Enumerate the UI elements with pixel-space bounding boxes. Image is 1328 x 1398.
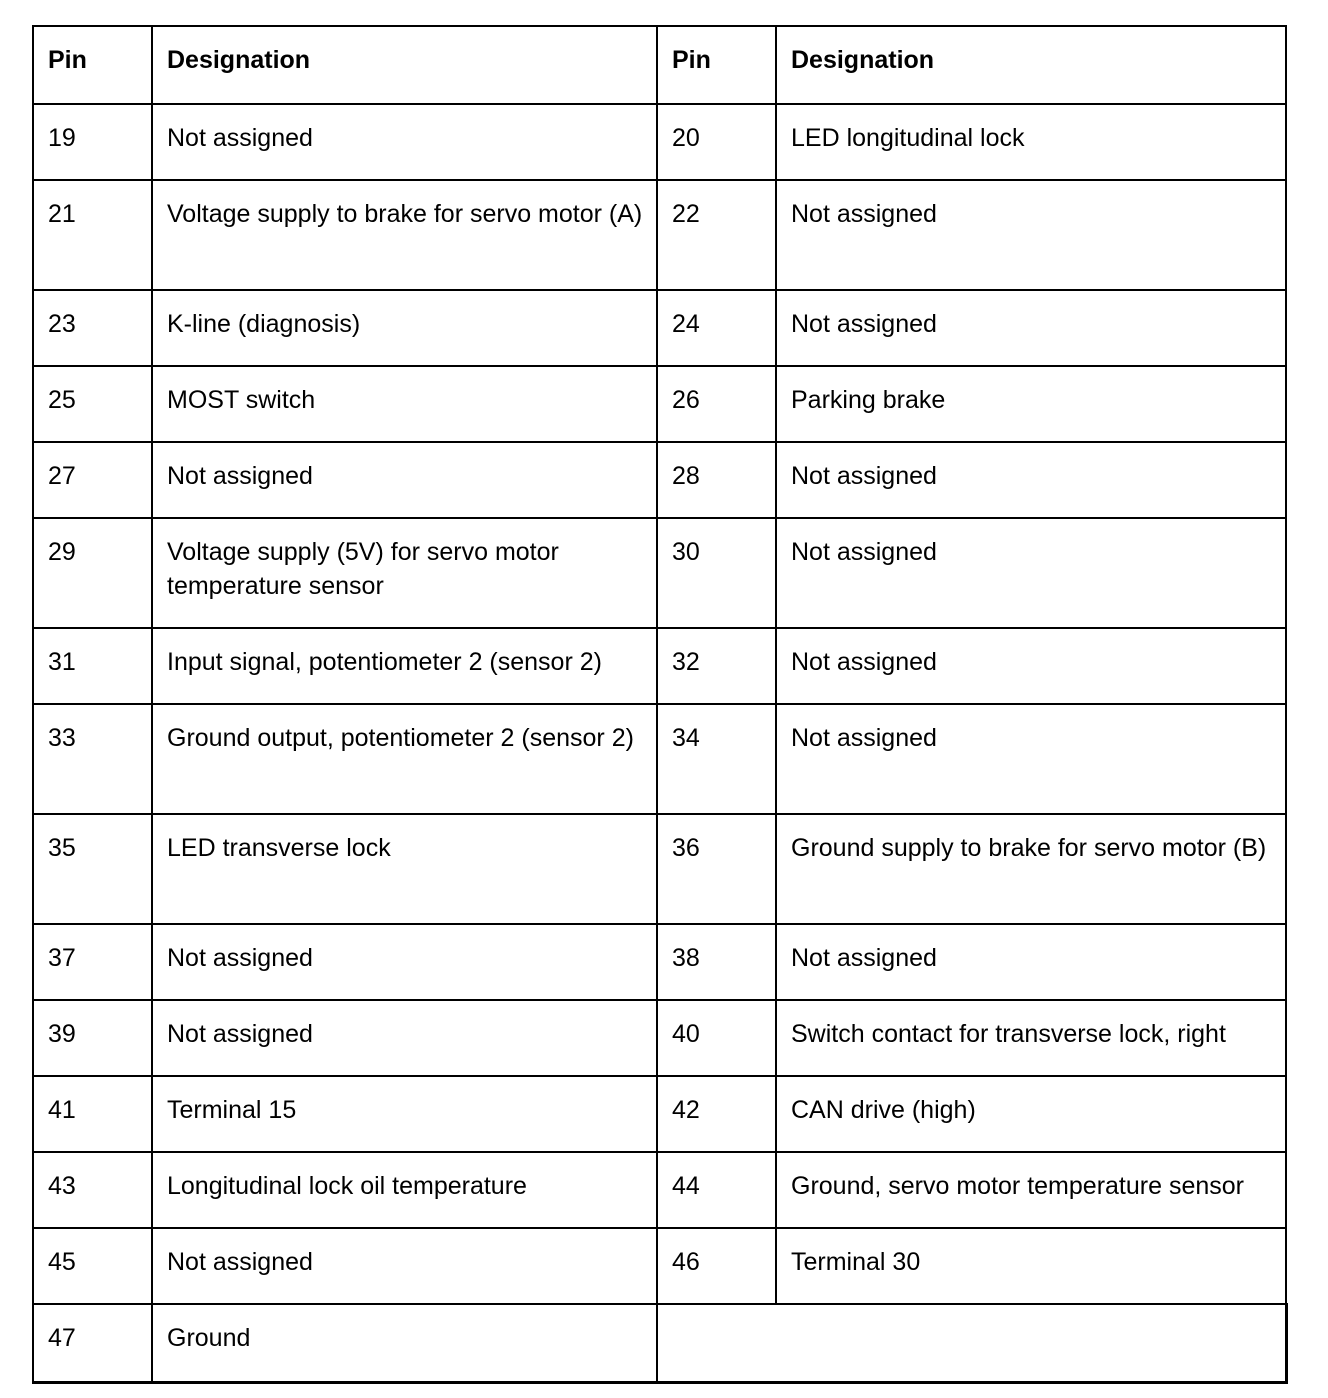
pin-cell: 42 xyxy=(657,1076,776,1152)
designation-cell: Not assigned xyxy=(152,104,657,180)
pin-cell: 41 xyxy=(33,1076,152,1152)
table-row xyxy=(33,924,1286,1000)
pin-cell: 31 xyxy=(33,628,152,704)
table-row xyxy=(33,1152,1286,1228)
designation-cell: Not assigned xyxy=(776,704,1286,814)
pin-cell: 19 xyxy=(33,104,152,180)
pin-cell: 34 xyxy=(657,704,776,814)
designation-cell: Terminal 15 xyxy=(152,1076,657,1152)
pin-cell: 35 xyxy=(33,814,152,924)
designation-cell: Longitudinal lock oil temperature xyxy=(152,1152,657,1228)
pin-cell: 23 xyxy=(33,290,152,366)
pin-cell: 39 xyxy=(33,1000,152,1076)
pin-cell: 20 xyxy=(657,104,776,180)
pin-cell: 28 xyxy=(657,442,776,518)
designation-cell: CAN drive (high) xyxy=(776,1076,1286,1152)
designation-cell: Not assigned xyxy=(776,518,1286,628)
table-row xyxy=(33,518,1286,628)
table-row xyxy=(33,628,1286,704)
header-designation-left: Designation xyxy=(152,26,657,104)
pin-cell: 21 xyxy=(33,180,152,290)
designation-cell: Terminal 30 xyxy=(776,1228,1286,1304)
pin-cell: 44 xyxy=(657,1152,776,1228)
designation-cell: Voltage supply to brake for servo motor (A) xyxy=(152,180,657,290)
pin-cell: 32 xyxy=(657,628,776,704)
pin-cell: 36 xyxy=(657,814,776,924)
designation-cell: Ground supply to brake for servo motor (B) xyxy=(776,814,1286,924)
header-row xyxy=(33,26,1286,104)
pin-cell: 45 xyxy=(33,1228,152,1304)
designation-cell: Voltage supply (5V) for servo motor temperature sensor xyxy=(152,518,657,628)
table-row xyxy=(33,1228,1286,1304)
table-row xyxy=(33,366,1286,442)
pin-cell: 40 xyxy=(657,1000,776,1076)
table-body xyxy=(33,104,1286,1382)
pin-cell: 46 xyxy=(657,1228,776,1304)
designation-cell: Input signal, potentiometer 2 (sensor 2) xyxy=(152,628,657,704)
designation-cell: Not assigned xyxy=(776,180,1286,290)
designation-cell: Ground xyxy=(152,1304,657,1382)
designation-cell: Not assigned xyxy=(776,290,1286,366)
table-row xyxy=(33,704,1286,814)
table-row xyxy=(33,290,1286,366)
designation-cell: Ground, servo motor temperature sensor xyxy=(776,1152,1286,1228)
pin-cell: 26 xyxy=(657,366,776,442)
designation-cell: Not assigned xyxy=(152,1228,657,1304)
table-row xyxy=(33,104,1286,180)
header-pin-left: Pin xyxy=(33,26,152,104)
pin-cell: 29 xyxy=(33,518,152,628)
pin-cell: 25 xyxy=(33,366,152,442)
pin-cell: 33 xyxy=(33,704,152,814)
table-row xyxy=(33,1000,1286,1076)
table-row xyxy=(33,1076,1286,1152)
designation-cell: LED transverse lock xyxy=(152,814,657,924)
table-row xyxy=(33,180,1286,290)
header-pin-right: Pin xyxy=(657,26,776,104)
pin-cell: 24 xyxy=(657,290,776,366)
designation-cell: MOST switch xyxy=(152,366,657,442)
designation-cell: Not assigned xyxy=(776,442,1286,518)
designation-cell: K-line (diagnosis) xyxy=(152,290,657,366)
designation-cell: Switch contact for transverse lock, right xyxy=(776,1000,1286,1076)
table-row-last xyxy=(33,1304,1286,1382)
designation-cell: Not assigned xyxy=(152,924,657,1000)
pin-cell: 22 xyxy=(657,180,776,290)
table-row xyxy=(33,442,1286,518)
pin-cell: 30 xyxy=(657,518,776,628)
pin-cell: 43 xyxy=(33,1152,152,1228)
designation-cell: Not assigned xyxy=(776,924,1286,1000)
designation-cell: Not assigned xyxy=(152,442,657,518)
empty-cell xyxy=(657,1304,1286,1382)
header-designation-right: Designation xyxy=(776,26,1286,104)
pin-cell: 47 xyxy=(33,1304,152,1382)
pin-cell: 27 xyxy=(33,442,152,518)
designation-cell: Not assigned xyxy=(152,1000,657,1076)
pin-cell: 37 xyxy=(33,924,152,1000)
designation-cell: Parking brake xyxy=(776,366,1286,442)
pin-assignment-table xyxy=(32,25,1288,1384)
designation-cell: Not assigned xyxy=(776,628,1286,704)
pin-cell: 38 xyxy=(657,924,776,1000)
designation-cell: Ground output, potentiometer 2 (sensor 2) xyxy=(152,704,657,814)
table-row xyxy=(33,814,1286,924)
designation-cell: LED longitudinal lock xyxy=(776,104,1286,180)
